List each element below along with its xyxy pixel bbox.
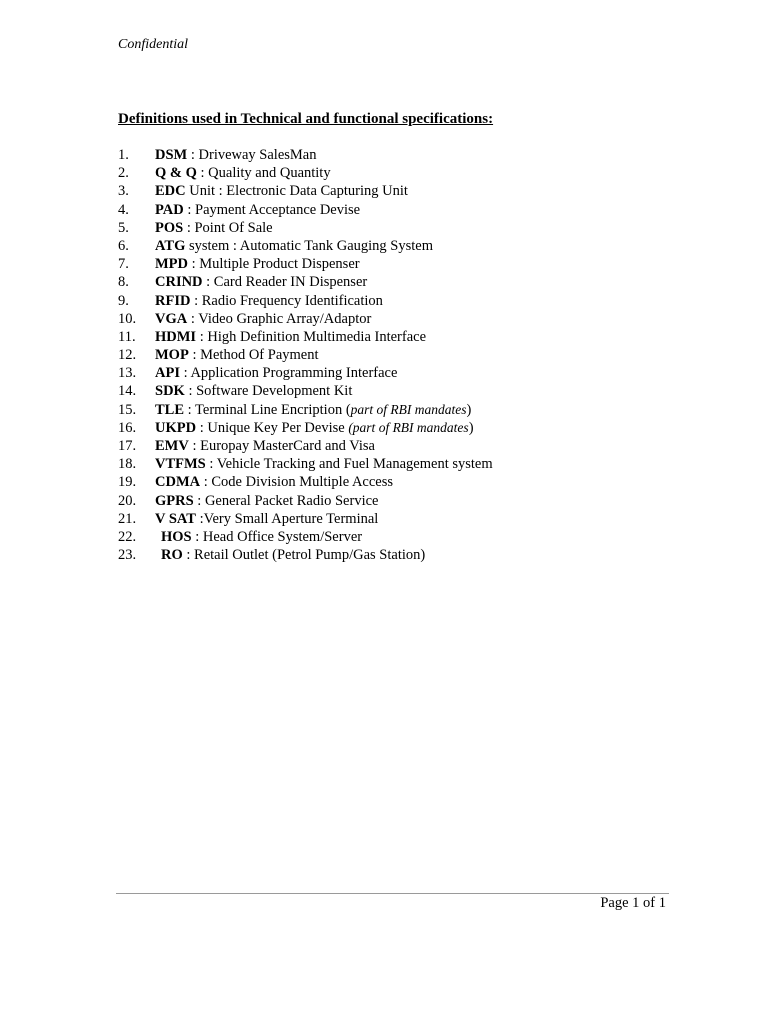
list-item-number: 13. <box>118 365 137 382</box>
definition: :Very Small Aperture Terminal <box>195 510 379 527</box>
abbreviation: MOP <box>155 347 189 364</box>
list-item <box>118 401 493 419</box>
abbreviation: CDMA <box>155 474 201 491</box>
abbreviation: EDC <box>155 183 186 200</box>
list-item <box>118 419 493 437</box>
definition: : Quality and Quantity <box>196 165 331 182</box>
list-item-number: 3. <box>118 183 129 200</box>
abbreviation: MPD <box>155 256 189 273</box>
definition: : Multiple Product Dispenser <box>188 256 360 273</box>
definition: : Unique Key Per Devise <box>196 419 349 436</box>
list-item <box>118 182 493 200</box>
abbreviation: HDMI <box>155 328 197 345</box>
definition: : Head Office System/Server <box>191 528 363 545</box>
definition-tail: ) <box>466 401 472 418</box>
section-heading: Definitions used in Technical and functional specifications: <box>118 111 494 127</box>
list-item <box>118 473 493 491</box>
list-item-number: 20. <box>118 492 137 509</box>
abbreviation: VTFMS <box>155 456 206 473</box>
list-item <box>118 510 493 528</box>
definition: : Point Of Sale <box>183 219 273 236</box>
abbreviation: POS <box>155 219 184 236</box>
definition: : Terminal Line Encription ( <box>184 401 351 418</box>
definition: system : Automatic Tank Gauging System <box>185 237 433 254</box>
list-item-text <box>155 401 471 419</box>
list-item <box>118 292 493 310</box>
list-item-number: 14. <box>118 383 137 400</box>
list-item-text <box>155 273 367 291</box>
list-item <box>118 346 493 364</box>
list-item-number: 1. <box>118 147 129 163</box>
abbreviation: CRIND <box>155 274 203 291</box>
definition: : Radio Frequency Identification <box>190 292 383 309</box>
list-item <box>118 364 493 382</box>
list-item-text <box>155 364 397 382</box>
list-item-number: 2. <box>118 165 129 182</box>
list-item-number: 17. <box>118 438 137 454</box>
abbreviation: VGA <box>155 310 188 327</box>
list-item-text <box>155 292 383 310</box>
list-item-text <box>155 437 375 455</box>
definition: : Method Of Payment <box>188 347 319 364</box>
list-item <box>118 219 493 237</box>
list-item-text <box>161 546 425 564</box>
list-item <box>118 528 493 546</box>
list-item-text <box>155 419 474 437</box>
list-item-number: 9. <box>118 292 129 309</box>
list-item-text <box>155 455 493 473</box>
definition: : Card Reader IN Dispenser <box>202 274 368 291</box>
list-item-number: 10. <box>118 310 137 327</box>
list-item-number: 7. <box>118 256 129 273</box>
list-item-text <box>155 473 393 491</box>
list-item-number: 8. <box>118 274 129 291</box>
abbreviation: DSM <box>155 147 188 163</box>
list-item-text <box>155 510 378 528</box>
list-item-text <box>155 492 378 510</box>
abbreviation: PAD <box>155 201 184 218</box>
list-item <box>118 255 493 273</box>
list-item <box>118 382 493 400</box>
list-item-number: 18. <box>118 456 137 473</box>
list-item-number: 19. <box>118 474 137 491</box>
abbreviation: TLE <box>155 401 185 418</box>
definition: : Driveway SalesMan <box>187 147 317 163</box>
list-item-text <box>155 164 331 182</box>
list-item-number: 22. <box>118 528 137 545</box>
list-item <box>118 546 493 564</box>
list-item-number: 23. <box>118 547 137 564</box>
definition: : Software Development Kit <box>184 383 353 400</box>
list-item <box>118 455 493 473</box>
definition-note: (part of RBI mandates <box>348 419 469 435</box>
list-item-text <box>161 528 362 546</box>
list-item <box>118 492 493 510</box>
abbreviation: GPRS <box>155 492 194 509</box>
footer-divider <box>116 893 669 894</box>
list-item <box>118 201 493 219</box>
definition: : Video Graphic Array/Adaptor <box>187 310 372 327</box>
definition: : General Packet Radio Service <box>193 492 379 509</box>
list-item <box>118 310 493 328</box>
abbreviation: SDK <box>155 383 185 400</box>
list-item-text <box>155 182 408 200</box>
definition: : Application Programming Interface <box>179 365 398 382</box>
list-item-text <box>155 146 317 164</box>
definition-tail: ) <box>468 419 474 436</box>
list-item-text <box>155 255 360 273</box>
list-item <box>118 146 493 164</box>
list-item-text <box>155 237 433 255</box>
list-item-number: 5. <box>118 219 129 236</box>
page-number: Page 1 of 1 <box>600 895 666 911</box>
definition-note: part of RBI mandates <box>350 401 467 417</box>
list-item-number: 4. <box>118 201 129 218</box>
definition: : Europay MasterCard and Visa <box>188 438 375 454</box>
definition: : High Definition Multimedia Interface <box>196 328 427 345</box>
abbreviation: V SAT <box>155 510 196 527</box>
list-item-number: 12. <box>118 347 137 364</box>
abbreviation: RFID <box>155 292 191 309</box>
definition: : Vehicle Tracking and Fuel Management system <box>205 456 493 473</box>
list-item <box>118 164 493 182</box>
list-item <box>118 237 493 255</box>
abbreviation: Q & Q <box>155 165 197 182</box>
abbreviation: ATG <box>155 237 186 254</box>
definition: : Code Division Multiple Access <box>200 474 394 491</box>
list-item-text <box>155 219 273 237</box>
list-item-text <box>155 201 360 219</box>
definition: : Retail Outlet (Petrol Pump/Gas Station) <box>182 547 426 564</box>
definition: : Payment Acceptance Devise <box>183 201 361 218</box>
list-item-text <box>155 346 319 364</box>
list-item <box>118 328 493 346</box>
list-item-text <box>155 310 371 328</box>
abbreviation: HOS <box>161 528 192 545</box>
list-item <box>118 273 493 291</box>
definition: Unit : Electronic Data Capturing Unit <box>185 183 408 200</box>
list-item-number: 16. <box>118 419 137 436</box>
list-item-number: 15. <box>118 401 137 418</box>
list-item-number: 11. <box>118 328 136 345</box>
abbreviation: API <box>155 365 180 382</box>
abbreviation: EMV <box>155 438 189 454</box>
list-item-number: 6. <box>118 237 129 254</box>
abbreviation: RO <box>161 547 183 564</box>
list-item-text <box>155 328 426 346</box>
list-item-text <box>155 382 352 400</box>
abbreviation: UKPD <box>155 419 197 436</box>
list-item-number: 21. <box>118 510 137 527</box>
list-item <box>118 437 493 455</box>
confidential-label: Confidential <box>118 37 188 52</box>
definitions-list <box>118 146 493 564</box>
